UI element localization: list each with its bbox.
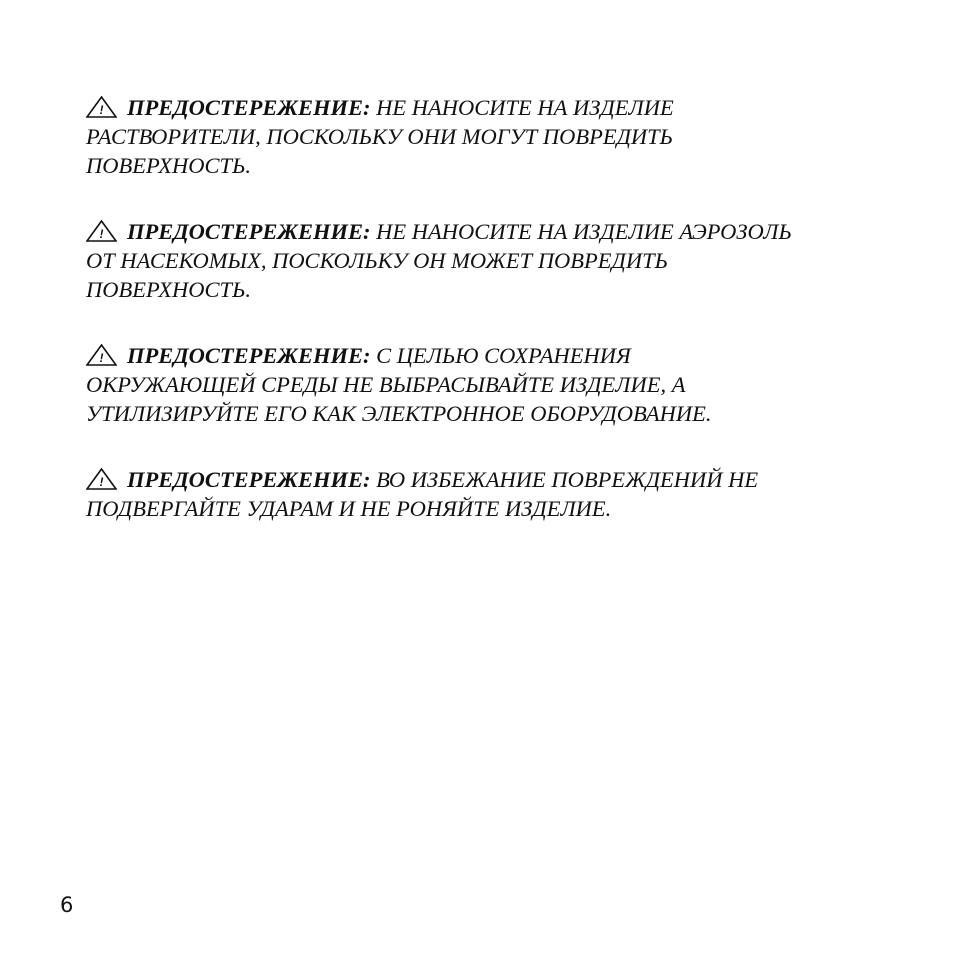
warning-text: ВО ИЗБЕЖАНИЕ ПОВРЕЖДЕНИЙ НЕ ПОДВЕРГАЙТЕ УДАРАМ И НЕ РОНЯЙТЕ ИЗДЕЛИЕ. (86, 467, 759, 521)
warning-text: НЕ НАНОСИТЕ НА ИЗДЕЛИЕ АЭРОЗОЛЬ ОТ НАСЕКОМЫХ, ПОСКОЛЬКУ ОН МОЖЕТ ПОВРЕДИТЬ ПОВЕРХНОСТЬ. (86, 219, 792, 302)
page-number: 6 (60, 893, 74, 917)
warning-label: ПРЕДОСТЕРЕЖЕНИЕ: (127, 95, 371, 120)
warning-paragraph-solvents (86, 93, 886, 180)
svg-text:!: ! (99, 227, 104, 241)
svg-text:!: ! (99, 475, 104, 489)
warning-paragraph-insect-spray (86, 217, 886, 304)
warning-label: ПРЕДОСТЕРЕЖЕНИЕ: (127, 467, 371, 492)
warning-triangle-icon (86, 344, 117, 366)
warning-triangle-icon (86, 468, 117, 490)
warning-paragraph-disposal (86, 341, 886, 428)
svg-text:!: ! (99, 351, 104, 365)
warning-text: С ЦЕЛЬЮ СОХРАНЕНИЯ ОКРУЖАЮЩЕЙ СРЕДЫ НЕ ВЫБРАСЫВАЙТЕ ИЗДЕЛИЕ, А УТИЛИЗИРУЙТЕ ЕГО КАК ЭЛЕКТРОННОЕ ОБОРУДОВАНИЕ. (86, 343, 712, 426)
warning-text: НЕ НАНОСИТЕ НА ИЗДЕЛИЕ РАСТВОРИТЕЛИ, ПОСКОЛЬКУ ОНИ МОГУТ ПОВРЕДИТЬ ПОВЕРХНОСТЬ. (86, 95, 674, 178)
warning-triangle-icon (86, 96, 117, 118)
warning-triangle-icon (86, 220, 117, 242)
warnings-list (86, 93, 886, 560)
warning-label: ПРЕДОСТЕРЕЖЕНИЕ: (127, 343, 371, 368)
svg-text:!: ! (99, 103, 104, 117)
warning-paragraph-impact (86, 465, 886, 523)
warning-label: ПРЕДОСТЕРЕЖЕНИЕ: (127, 219, 371, 244)
